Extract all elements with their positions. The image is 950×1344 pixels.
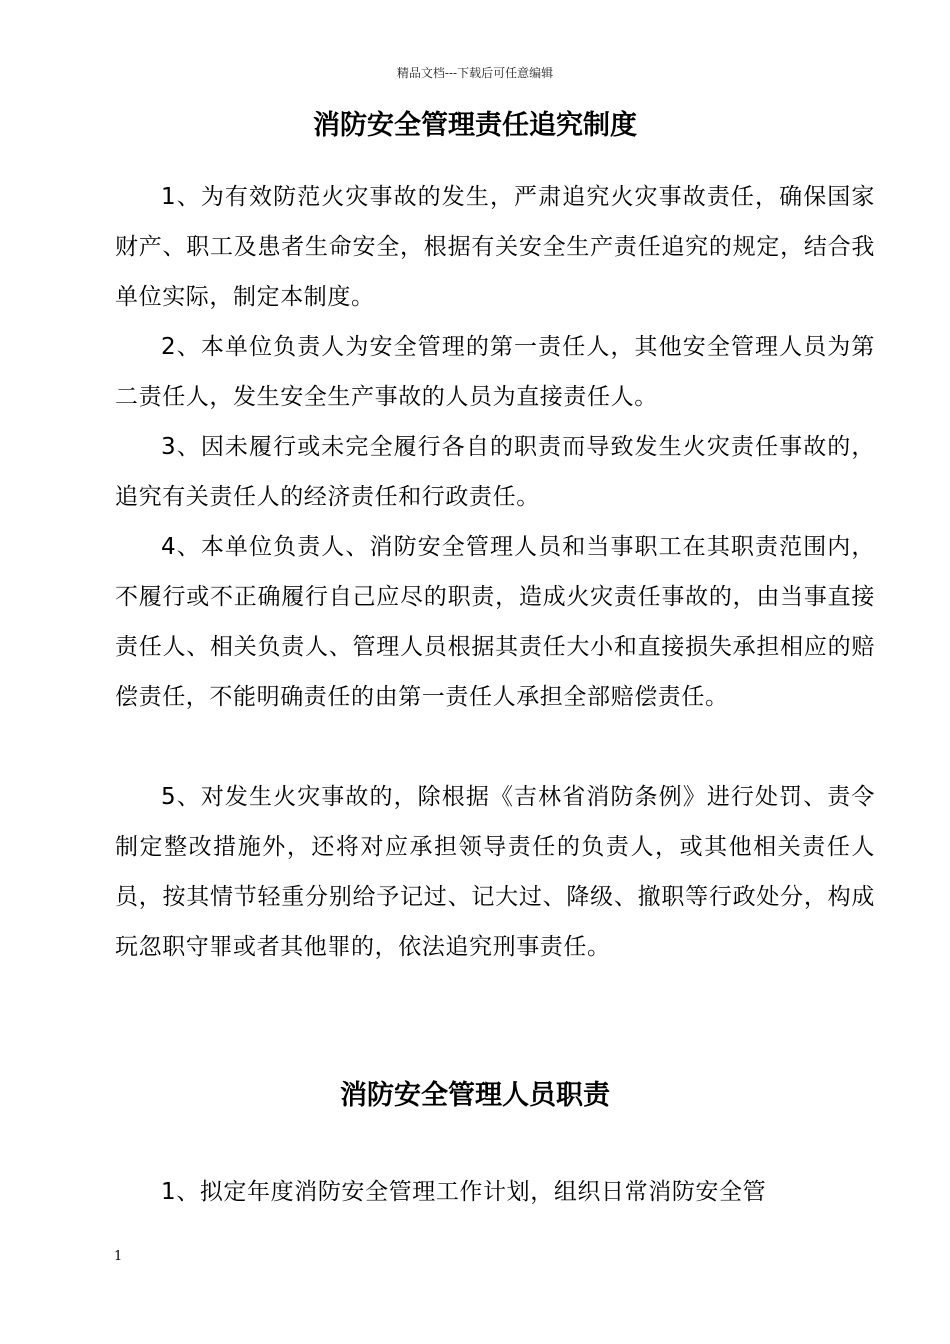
paragraph-1: 1、为有效防范火灾事故的发生，严肃追究火灾事故责任，确保国家财产、职工及患者生命安全，根据有关安全生产责任追究的规定，结合我单位实际，制定本制度。 <box>115 184 875 310</box>
section-title-responsibility: 消防安全管理责任追究制度 <box>313 110 637 141</box>
paragraph-4: 4、本单位负责人、消防安全管理人员和当事职工在其职责范围内，不履行或不正确履行自己应尽的职责，造成火灾责任事故的，由当事直接责任人、相关负责人、管理人员根据其责任大小和直接损失承担相应的赔偿责任，不能明确责任的由第一责任人承担全部赔偿责任。 <box>115 534 875 710</box>
paragraph-2: 2、本单位负责人为安全管理的第一责任人，其他安全管理人员为第二责任人，发生安全生产事故的人员为直接责任人。 <box>115 334 875 410</box>
section-title-duties: 消防安全管理人员职责 <box>340 1080 610 1111</box>
paragraph-5: 5、对发生火灾事故的，除根据《吉林省消防条例》进行处罚、责令制定整改措施外，还将对应承担领导责任的负责人，或其他相关责任人员，按其情节轻重分别给予记过、记大过、降级、撤职等行政处分，构成玩忽职守罪或者其他罪的，依法追究刑事责任。 <box>115 784 875 960</box>
page-header-note: 精品文档---下载后可任意编辑 <box>396 66 554 80</box>
page-number: 1 <box>114 1249 123 1264</box>
paragraph-duties-1: 1、拟定年度消防安全管理工作计划，组织日常消防安全管 <box>161 1179 767 1205</box>
paragraph-3: 3、因未履行或未完全履行各自的职责而导致发生火灾责任事故的，追究有关责任人的经济责任和行政责任。 <box>115 434 875 510</box>
